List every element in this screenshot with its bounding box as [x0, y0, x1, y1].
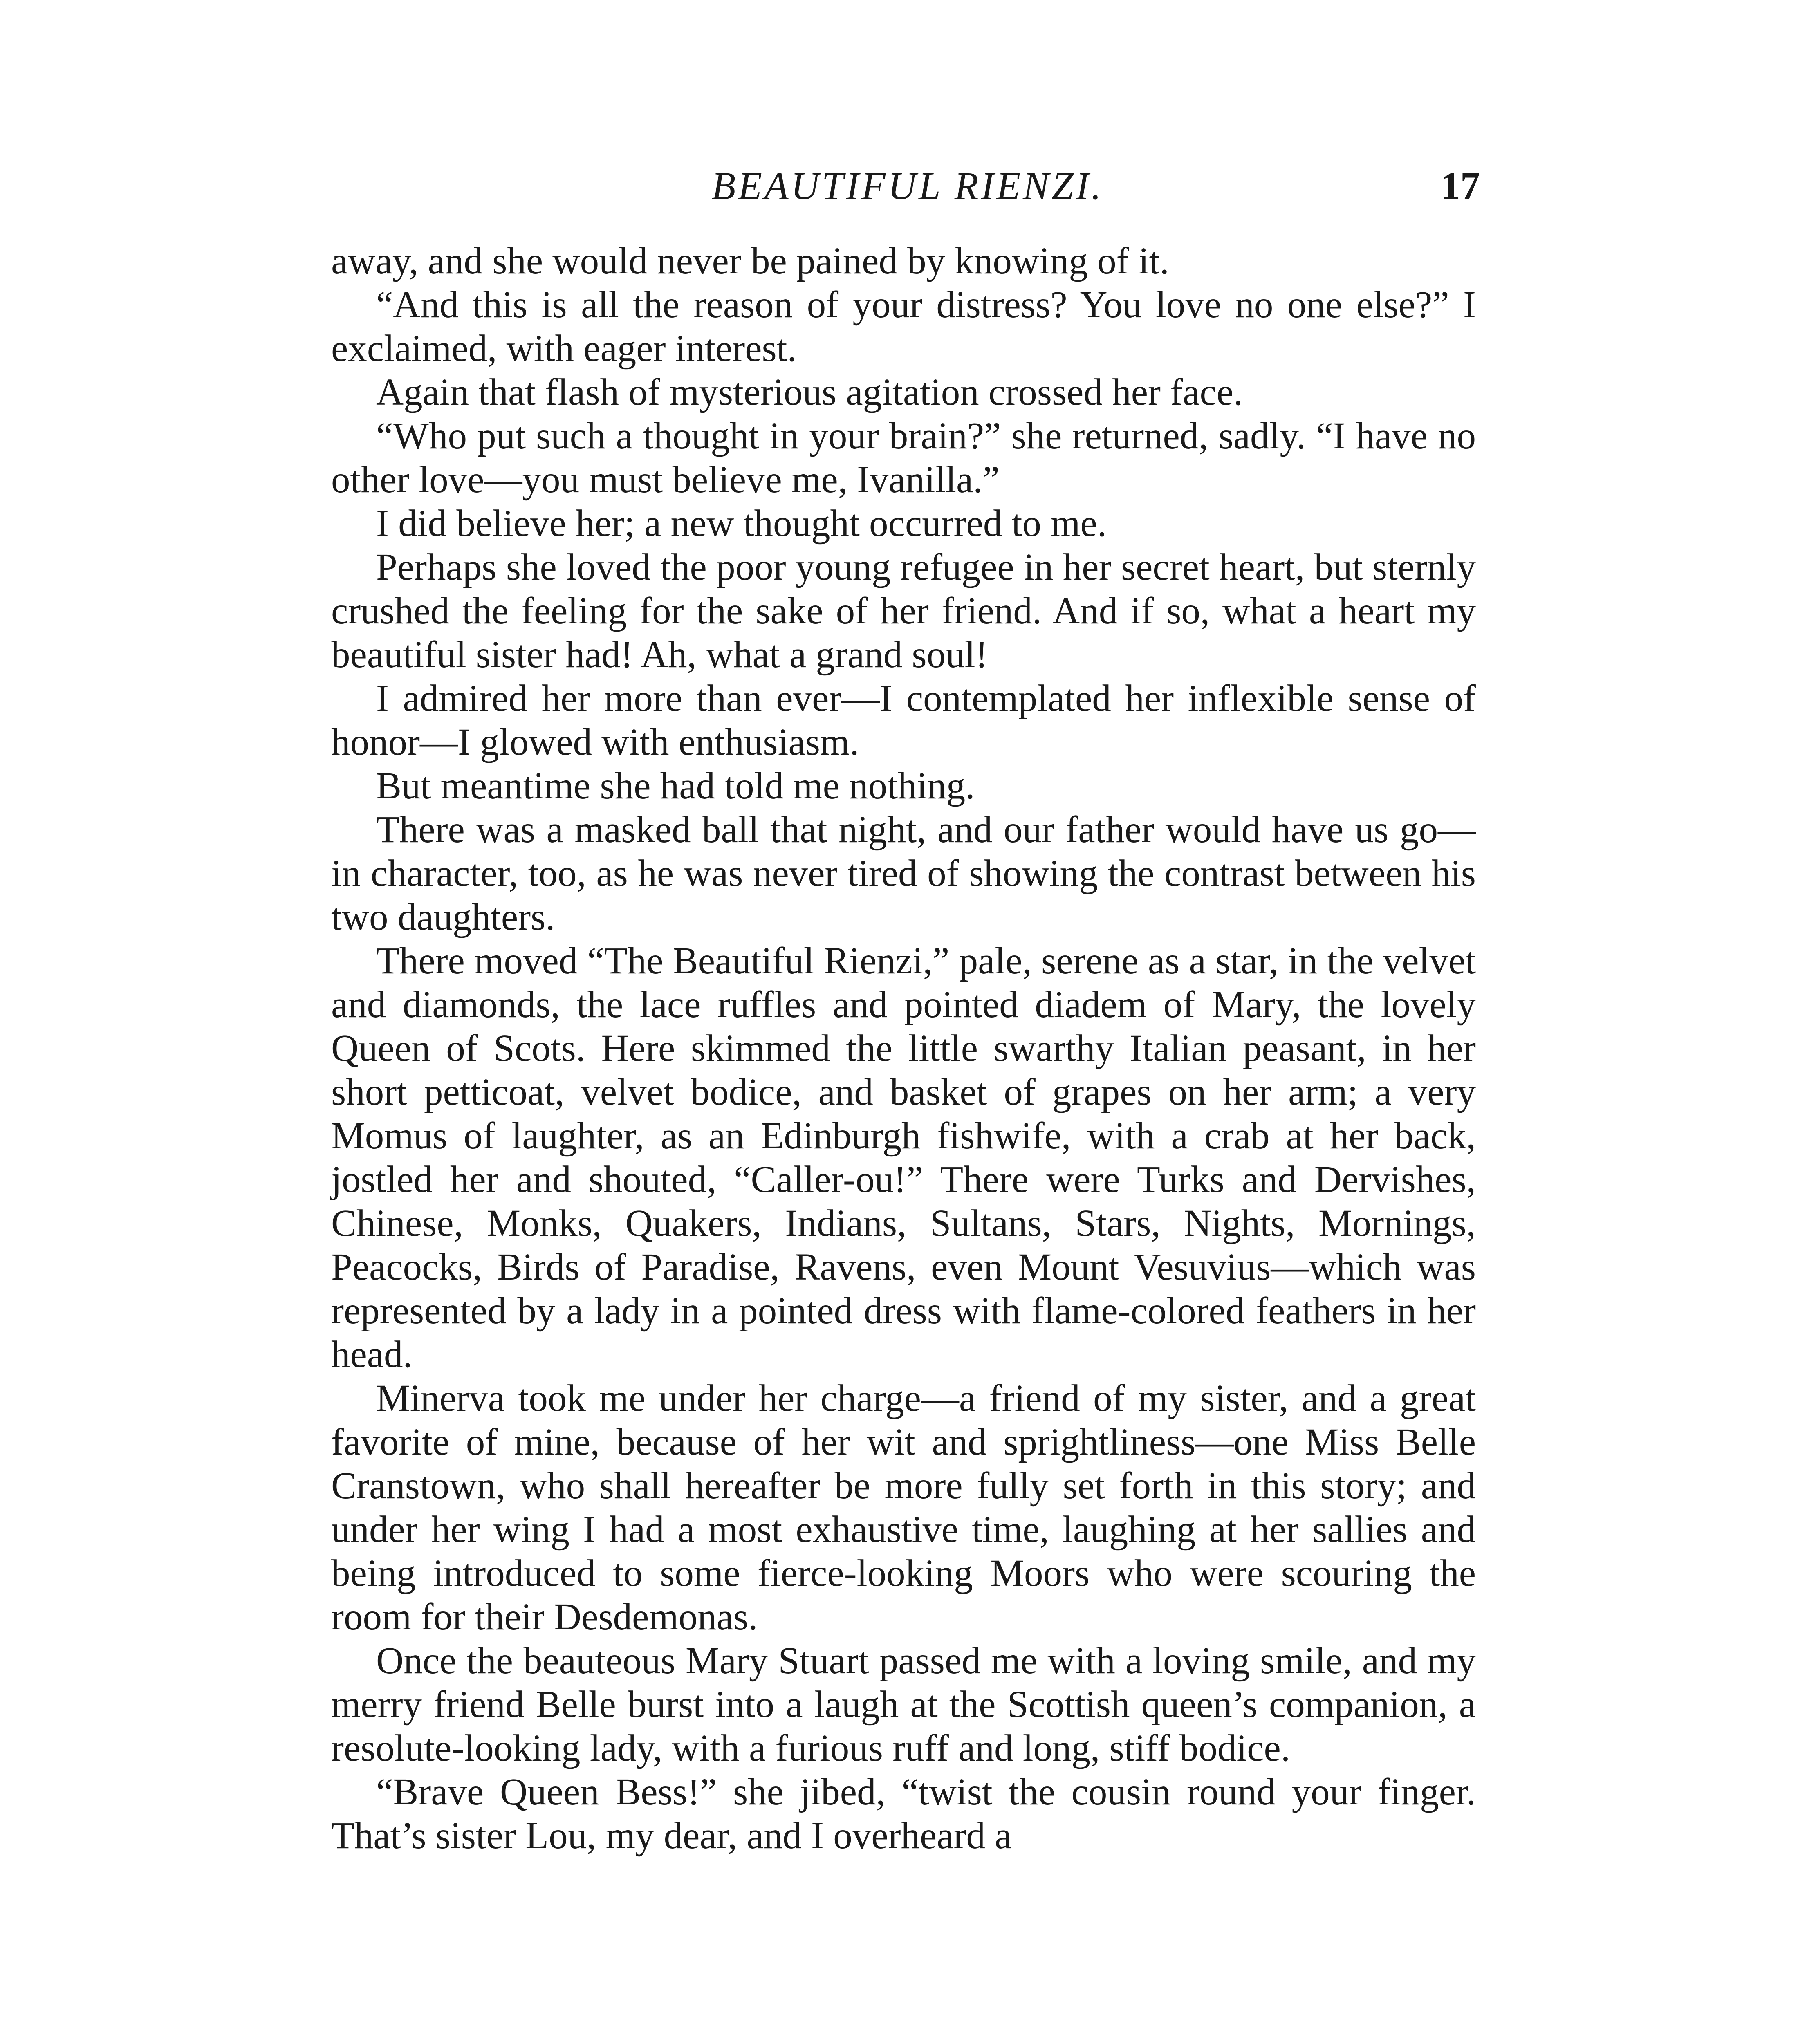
paragraph: There moved “The Beautiful Rienzi,” pale, serene as a star, in the velvet and diamonds, the lace ruffles and pointed diadem of Mary, the lovely Queen of Scots. Here skimmed the little swarthy Italian peasant, in her short petticoat, velvet bodice, and basket of grapes on her arm; a very Momus of laughter, as an Edinburgh fishwife, with a crab at her back, jostled her and shouted, “Caller-ou!” There were Turks and Dervishes, Chinese, Monks, Quakers, Indians, Sultans, Stars, Nights, Mornings, Peacocks, Birds of Paradise, Ravens, even Mount Vesuvius—which was represented by a lady in a pointed dress with flame-colored feathers in her head.	[331, 940, 1476, 1376]
paragraph: But meantime she had told me nothing.	[376, 765, 975, 807]
paragraph: There was a masked ball that night, and our father would have us go—in character, too, as he was never tired of showing the contrast between his two daughters.	[331, 809, 1476, 938]
paragraph: I did believe her; a new thought occurred to me.	[376, 502, 1107, 545]
paragraph: I admired her more than ever—I contemplated her inflexible sense of honor—I glowed with enthusiasm.	[331, 677, 1476, 763]
paragraph: away, and she would never be pained by knowing of it.	[331, 240, 1169, 282]
paragraph: “Brave Queen Bess!” she jibed, “twist the cousin round your finger. That’s sister Lou, my dear, and I overheard a	[331, 1771, 1476, 1857]
page-number: 17	[1441, 164, 1480, 208]
paragraph: Once the beauteous Mary Stuart passed me with a loving smile, and my merry friend Belle burst into a laugh at the Scottish queen’s companion, a resolute-looking lady, with a furious ruff and long, stiff bodice.	[331, 1640, 1476, 1769]
paragraph: Again that flash of mysterious agitation crossed her face.	[376, 371, 1243, 413]
paragraph: “And this is all the reason of your distress? You love no one else?” I exclaimed, with eager interest.	[331, 284, 1476, 370]
paragraph: Perhaps she loved the poor young refugee in her secret heart, but sternly crushed the feeling for the sake of her friend. And if so, what a heart my beautiful sister had! Ah, what a grand soul!	[331, 546, 1476, 676]
running-head: BEAUTIFUL RIENZI.	[711, 164, 1104, 208]
body-text	[331, 239, 1476, 1858]
page-header	[335, 155, 1480, 217]
paragraph: Minerva took me under her charge—a friend of my sister, and a great favorite of mine, because of her wit and sprightliness—one Miss Belle Cranstown, who shall hereafter be more fully set forth in this story; and under her wing I had a most exhaustive time, laughing at her sallies and being introduced to some fierce-looking Moors who were scouring the room for their Desdemonas.	[331, 1377, 1476, 1638]
paragraph: “Who put such a thought in your brain?” she returned, sadly. “I have no other love—you must believe me, Ivanilla.”	[331, 415, 1476, 501]
